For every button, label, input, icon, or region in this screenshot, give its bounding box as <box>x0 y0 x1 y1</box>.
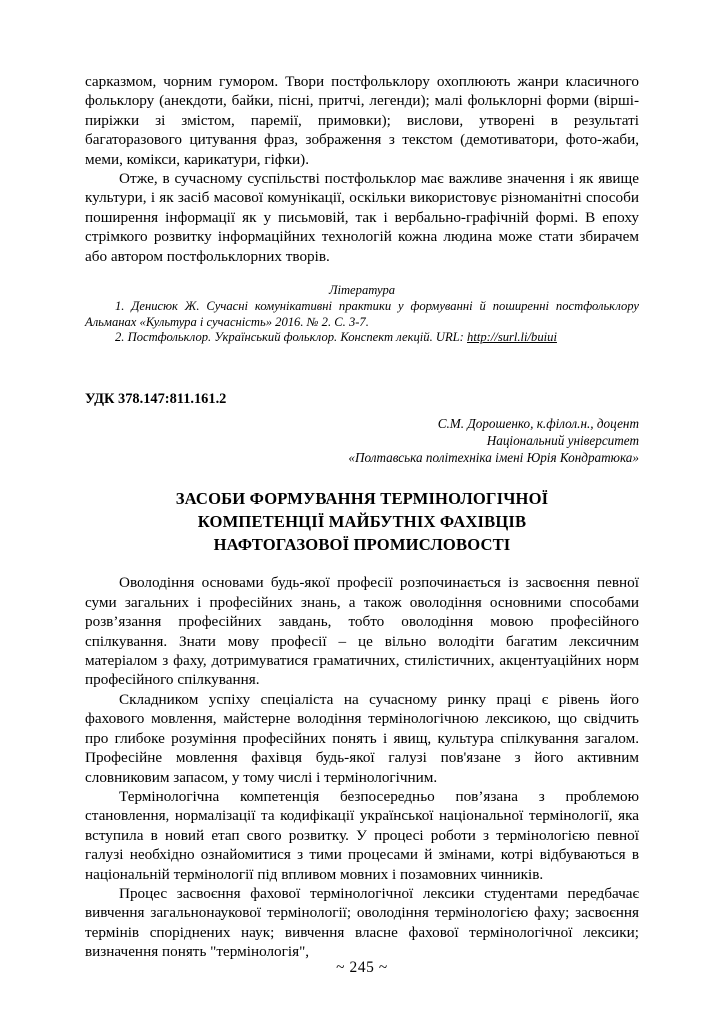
author-name: С.М. Дорошенко, к.філол.н., доцент <box>437 415 639 431</box>
article-title-line-3: НАФТОГАЗОВОЇ ПРОМИСЛОВОСТІ <box>213 535 511 555</box>
article-body <box>85 573 639 961</box>
article-title <box>85 487 639 556</box>
article-title-line-1: ЗАСОБИ ФОРМУВАННЯ ТЕРМІНОЛОГІЧНОЇ <box>175 489 549 509</box>
paragraph-continuation: сарказмом, чорним гумором. Твори постфольклору охоплюють жанри класичного фольклору (анекдоти, байки, пісні, притчі, легенди); малі фольклорні форми (вірші-пиріжки зі змістом, паремії, примовки); вислови, утворені в результаті багаторазового цитування фраз, зображення з текстом (демотиватори, фото-жаби, меми, комікси, карикатури, гіфки). <box>85 73 639 168</box>
affiliation-line-2: «Полтавська політехніка імені Юрія Кондратюка» <box>348 450 639 466</box>
paragraph: Оволодіння основами будь-якої професії розпочинається із засвоєння певної суми загальних і професійних знань, а також оволодіння основними способами розв’язання професійних завдань, тобто оволодіння мовою професійного спілкування. Знати мову професії – це вільно володіти багатим лексичним матеріалом з фаху, дотримуватися граматичних, стилістичних, акцентуаційних норм професійного спілкування. <box>85 574 639 689</box>
page-number: ~ 245 ~ <box>336 959 388 976</box>
reference-item: 1. Денисюк Ж. Сучасні комунікативні практики у формуванні й поширенні постфольклору Альманах «Культура і сучасність» 2016. № 2. С. 3-7. <box>85 299 639 329</box>
paragraph: Складником успіху спеціаліста на сучасному ринку праці є рівень його фахового мовлення, майстерне володіння термінологічною лексикою, що свідчить про глибоке розуміння професійних понять і явищ, культура спілкування загалом. Професійне мовлення фахівця будь-якої галузі пов'язане з його активним словниковим запасом, у тому числі і термінологічним. <box>85 690 639 786</box>
reference-item-text: 2. Постфольклор. Український фольклор. Конспект лекцій. URL: <box>115 330 468 345</box>
paragraph: Термінологічна компетенція безпосередньо пов’язана з проблемою становлення, нормалізації та кодифікації української національної термінології, яка вступила в новий етап свого розвитку. У процесі роботи з термінологією певної галузі необхідно ознайомитися з тими процесами й змінами, котрі відбуваються в національній термінології під впливом мовних і позамовних чинників. <box>85 787 639 883</box>
previous-article-section <box>85 72 639 346</box>
udk-code: УДК 378.147:811.161.2 <box>85 390 227 407</box>
author-byline <box>85 415 639 467</box>
page-content <box>85 72 639 962</box>
article-section <box>85 390 639 962</box>
affiliation-line-1: Національний університет <box>486 433 639 449</box>
reference-item <box>85 330 639 346</box>
paragraph: Отже, в сучасному суспільстві постфольклор має важливе значення і як явище культури, і як засіб масової комунікації, оскільки використовує різноманітні способи поширення інформації як у письмовій, так і вербально-графічній формі. В епоху стрімкого розвитку інформаційних технологій кожна людина може стати збирачем або автором постфольклорних творів. <box>85 170 639 265</box>
article-title-line-2: КОМПЕТЕНЦІЇ МАЙБУТНІХ ФАХІВЦІВ <box>197 512 527 532</box>
references-block <box>85 282 639 346</box>
paragraph: Процес засвоєння фахової термінологічної лексики студентами передбачає вивчення загальнонаукової термінології; оволодіння термінологією фаху; засвоєння термінів споріднених наук; вивчення власне фахової термінологічної лексики; визначення понять "термінологія", <box>85 884 639 961</box>
references-heading: Література <box>328 283 396 298</box>
reference-url-link[interactable]: http://surl.li/buiui <box>467 330 557 345</box>
